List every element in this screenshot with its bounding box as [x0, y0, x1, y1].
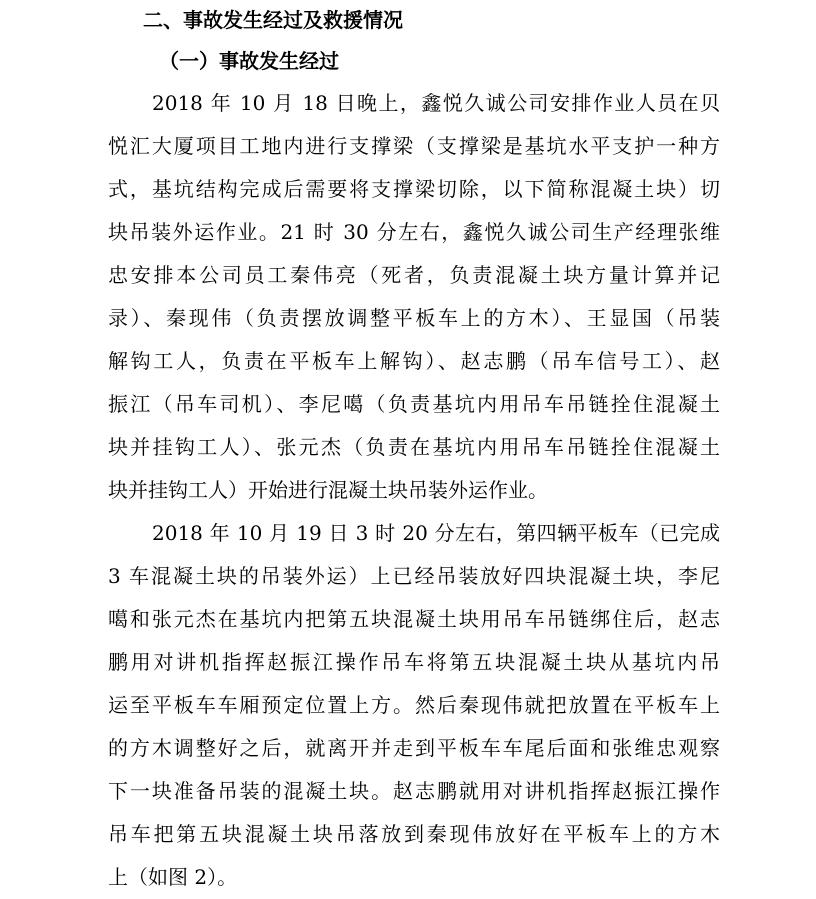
- paragraph-line: 块并挂钩工人）、张元杰（负责在基坑内用吊车吊链拴住混凝土: [108, 435, 720, 459]
- paragraph-line: 的方木调整好之后，就离开并走到平板车车尾后面和张维忠观察: [108, 736, 720, 760]
- paragraph-line: 2018 年 10 月 19 日 3 时 20 分左右，第四辆平板车（已完成: [152, 521, 720, 545]
- paragraph-line: 吊车把第五块混凝土块吊落放到秦现伟放好在平板车上的方木: [108, 822, 720, 846]
- paragraph-line: 下一块准备吊装的混凝土块。赵志鹏就用对讲机指挥赵振江操作: [108, 779, 720, 803]
- paragraph-line: 忠安排本公司员工秦伟亮（死者，负责混凝土块方量计算并记: [108, 263, 720, 287]
- paragraph-line: 块吊装外运作业。21 时 30 分左右，鑫悦久诚公司生产经理张维: [108, 220, 720, 244]
- paragraph-line: 录）、秦现伟（负责摆放调整平板车上的方木）、王显国（吊装: [108, 306, 720, 330]
- paragraph-line: 块并挂钩工人）开始进行混凝土块吊装外运作业。: [108, 478, 548, 502]
- paragraph-line: 振江（吊车司机）、李尼噶（负责基坑内用吊车吊链拴住混凝土: [108, 392, 720, 416]
- paragraph-2: [108, 512, 720, 899]
- document-page: [108, 0, 720, 899]
- subsection-title: （一）事故发生经过: [159, 49, 339, 73]
- paragraph-line: 2018 年 10 月 18 日晚上，鑫悦久诚公司安排作业人员在贝: [152, 91, 720, 115]
- paragraph-line: 鹏用对讲机指挥赵振江操作吊车将第五块混凝土块从基坑内吊: [108, 650, 720, 674]
- paragraph-line: 悦汇大厦项目工地内进行支撑梁（支撑梁是基坑水平支护一种方: [108, 134, 720, 158]
- paragraph-line: 运至平板车车厢预定位置上方。然后秦现伟就把放置在平板车上: [108, 693, 720, 717]
- paragraph-line: 上（如图 2）。: [108, 865, 238, 889]
- section-title: 二、事故发生经过及救援情况: [143, 8, 403, 32]
- paragraph-1: [108, 82, 720, 512]
- paragraph-line: 3 车混凝土块的吊装外运）上已经吊装放好四块混凝土块，李尼: [108, 564, 720, 588]
- paragraph-line: 噶和张元杰在基坑内把第五块混凝土块用吊车吊链绑住后，赵志: [108, 607, 720, 631]
- paragraph-line: 解钩工人，负责在平板车上解钩）、赵志鹏（吊车信号工）、赵: [108, 349, 720, 373]
- paragraph-line: 式，基坑结构完成后需要将支撑梁切除，以下简称混凝土块）切: [108, 177, 720, 201]
